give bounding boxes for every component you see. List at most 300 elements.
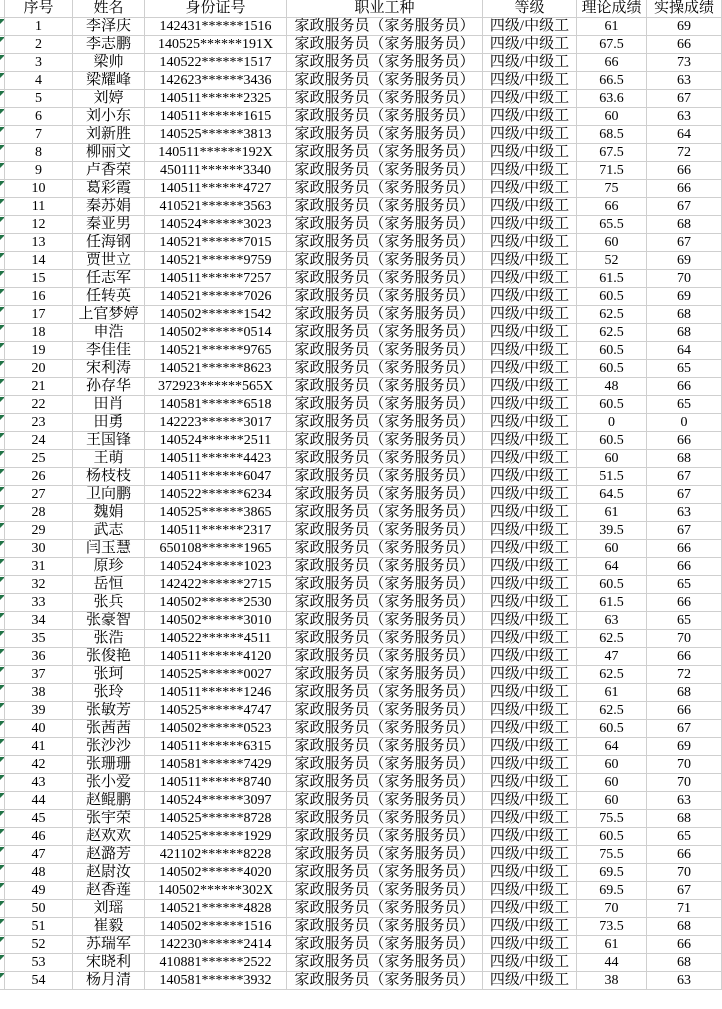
cell-no[interactable]: 36 [5, 648, 73, 666]
cell-theory[interactable]: 75.5 [577, 810, 647, 828]
cell-job[interactable]: 家政服务员（家务服务员） [287, 738, 483, 756]
cell-no[interactable]: 44 [5, 792, 73, 810]
cell-practical[interactable]: 66 [647, 540, 722, 558]
cell-no[interactable]: 47 [5, 846, 73, 864]
cell-level[interactable]: 四级/中级工 [483, 486, 577, 504]
cell-no[interactable]: 27 [5, 486, 73, 504]
cell-practical[interactable]: 68 [647, 216, 722, 234]
cell-level[interactable]: 四级/中级工 [483, 252, 577, 270]
cell-job[interactable]: 家政服务员（家务服务员） [287, 954, 483, 972]
cell-name[interactable]: 张俊艳 [73, 648, 145, 666]
cell-practical[interactable]: 68 [647, 954, 722, 972]
cell-no[interactable]: 54 [5, 972, 73, 990]
cell-name[interactable]: 孙存华 [73, 378, 145, 396]
cell-practical[interactable]: 68 [647, 810, 722, 828]
cell-level[interactable]: 四级/中级工 [483, 936, 577, 954]
cell-job[interactable]: 家政服务员（家务服务员） [287, 126, 483, 144]
cell-id[interactable]: 140502******1516 [145, 918, 287, 936]
cell-practical[interactable]: 65 [647, 576, 722, 594]
cell-no[interactable]: 45 [5, 810, 73, 828]
cell-practical[interactable]: 68 [647, 450, 722, 468]
cell-no[interactable]: 10 [5, 180, 73, 198]
cell-name[interactable]: 李佳佳 [73, 342, 145, 360]
cell-practical[interactable]: 70 [647, 756, 722, 774]
cell-name[interactable]: 刘瑶 [73, 900, 145, 918]
cell-job[interactable]: 家政服务员（家务服务员） [287, 162, 483, 180]
cell-id[interactable]: 140522******4511 [145, 630, 287, 648]
cell-level[interactable]: 四级/中级工 [483, 450, 577, 468]
cell-name[interactable]: 杨月清 [73, 972, 145, 990]
cell-name[interactable]: 任志军 [73, 270, 145, 288]
cell-name[interactable]: 梁帅 [73, 54, 145, 72]
cell-level[interactable]: 四级/中级工 [483, 126, 577, 144]
cell-practical[interactable]: 70 [647, 630, 722, 648]
cell-practical[interactable]: 65 [647, 828, 722, 846]
cell-theory[interactable]: 75 [577, 180, 647, 198]
cell-level[interactable]: 四级/中级工 [483, 846, 577, 864]
cell-level[interactable]: 四级/中级工 [483, 864, 577, 882]
cell-level[interactable]: 四级/中级工 [483, 774, 577, 792]
cell-no[interactable]: 23 [5, 414, 73, 432]
cell-name[interactable]: 赵欢欢 [73, 828, 145, 846]
cell-name[interactable]: 王萌 [73, 450, 145, 468]
cell-theory[interactable]: 69.5 [577, 864, 647, 882]
cell-theory[interactable]: 67.5 [577, 36, 647, 54]
cell-id[interactable]: 410521******3563 [145, 198, 287, 216]
header-cell-no[interactable]: 序号 [5, 0, 73, 18]
cell-practical[interactable]: 66 [647, 846, 722, 864]
cell-name[interactable]: 赵潞芳 [73, 846, 145, 864]
cell-name[interactable]: 卫向鹏 [73, 486, 145, 504]
cell-level[interactable]: 四级/中级工 [483, 954, 577, 972]
cell-theory[interactable]: 60 [577, 774, 647, 792]
cell-level[interactable]: 四级/中级工 [483, 54, 577, 72]
cell-job[interactable]: 家政服务员（家务服务员） [287, 666, 483, 684]
cell-practical[interactable]: 66 [647, 936, 722, 954]
cell-level[interactable]: 四级/中级工 [483, 342, 577, 360]
cell-job[interactable]: 家政服务员（家务服务员） [287, 864, 483, 882]
cell-id[interactable]: 372923******565X [145, 378, 287, 396]
cell-theory[interactable]: 60 [577, 108, 647, 126]
cell-practical[interactable]: 68 [647, 918, 722, 936]
cell-id[interactable]: 140522******1517 [145, 54, 287, 72]
cell-practical[interactable]: 67 [647, 720, 722, 738]
cell-practical[interactable]: 73 [647, 54, 722, 72]
cell-level[interactable]: 四级/中级工 [483, 288, 577, 306]
cell-id[interactable]: 140511******4120 [145, 648, 287, 666]
cell-level[interactable]: 四级/中级工 [483, 378, 577, 396]
cell-id[interactable]: 140525******3865 [145, 504, 287, 522]
cell-job[interactable]: 家政服务员（家务服务员） [287, 774, 483, 792]
cell-theory[interactable]: 61 [577, 504, 647, 522]
cell-no[interactable]: 19 [5, 342, 73, 360]
cell-id[interactable]: 140581******7429 [145, 756, 287, 774]
cell-practical[interactable]: 66 [647, 162, 722, 180]
cell-id[interactable]: 140525******1929 [145, 828, 287, 846]
cell-theory[interactable]: 60.5 [577, 360, 647, 378]
cell-job[interactable]: 家政服务员（家务服务员） [287, 594, 483, 612]
cell-level[interactable]: 四级/中级工 [483, 432, 577, 450]
cell-level[interactable]: 四级/中级工 [483, 198, 577, 216]
cell-no[interactable]: 30 [5, 540, 73, 558]
cell-level[interactable]: 四级/中级工 [483, 522, 577, 540]
cell-job[interactable]: 家政服务员（家务服务员） [287, 72, 483, 90]
cell-theory[interactable]: 69.5 [577, 882, 647, 900]
cell-no[interactable]: 25 [5, 450, 73, 468]
cell-theory[interactable]: 60.5 [577, 720, 647, 738]
cell-id[interactable]: 140511******2317 [145, 522, 287, 540]
cell-no[interactable]: 42 [5, 756, 73, 774]
cell-job[interactable]: 家政服务员（家务服务员） [287, 792, 483, 810]
cell-no[interactable]: 2 [5, 36, 73, 54]
cell-practical[interactable]: 65 [647, 612, 722, 630]
cell-name[interactable]: 李志鹏 [73, 36, 145, 54]
cell-level[interactable]: 四级/中级工 [483, 882, 577, 900]
cell-id[interactable]: 140502******302X [145, 882, 287, 900]
cell-level[interactable]: 四级/中级工 [483, 918, 577, 936]
cell-no[interactable]: 51 [5, 918, 73, 936]
cell-name[interactable]: 申浩 [73, 324, 145, 342]
cell-theory[interactable]: 63 [577, 612, 647, 630]
cell-practical[interactable]: 64 [647, 342, 722, 360]
cell-id[interactable]: 450111******3340 [145, 162, 287, 180]
cell-level[interactable]: 四级/中级工 [483, 468, 577, 486]
cell-theory[interactable]: 60.5 [577, 288, 647, 306]
cell-id[interactable]: 140525******4747 [145, 702, 287, 720]
cell-name[interactable]: 刘新胜 [73, 126, 145, 144]
cell-id[interactable]: 140521******7026 [145, 288, 287, 306]
cell-level[interactable]: 四级/中级工 [483, 234, 577, 252]
cell-practical[interactable]: 65 [647, 360, 722, 378]
cell-level[interactable]: 四级/中级工 [483, 504, 577, 522]
cell-id[interactable]: 140511******7257 [145, 270, 287, 288]
cell-no[interactable]: 52 [5, 936, 73, 954]
cell-no[interactable]: 35 [5, 630, 73, 648]
cell-no[interactable]: 24 [5, 432, 73, 450]
cell-theory[interactable]: 71.5 [577, 162, 647, 180]
cell-theory[interactable]: 62.5 [577, 666, 647, 684]
cell-theory[interactable]: 52 [577, 252, 647, 270]
cell-level[interactable]: 四级/中级工 [483, 180, 577, 198]
cell-no[interactable]: 28 [5, 504, 73, 522]
cell-practical[interactable]: 70 [647, 774, 722, 792]
cell-job[interactable]: 家政服务员（家务服务员） [287, 396, 483, 414]
cell-level[interactable]: 四级/中级工 [483, 306, 577, 324]
cell-no[interactable]: 14 [5, 252, 73, 270]
cell-theory[interactable]: 60 [577, 450, 647, 468]
cell-name[interactable]: 武志 [73, 522, 145, 540]
header-cell-theory[interactable]: 理论成绩 [577, 0, 647, 18]
cell-id[interactable]: 140502******2530 [145, 594, 287, 612]
cell-no[interactable]: 49 [5, 882, 73, 900]
cell-job[interactable]: 家政服务员（家务服务员） [287, 972, 483, 990]
cell-practical[interactable]: 66 [647, 180, 722, 198]
cell-no[interactable]: 33 [5, 594, 73, 612]
cell-id[interactable]: 140521******4828 [145, 900, 287, 918]
cell-level[interactable]: 四级/中级工 [483, 162, 577, 180]
cell-level[interactable]: 四级/中级工 [483, 540, 577, 558]
cell-no[interactable]: 18 [5, 324, 73, 342]
cell-practical[interactable]: 63 [647, 72, 722, 90]
cell-theory[interactable]: 64 [577, 738, 647, 756]
cell-name[interactable]: 闫玉慧 [73, 540, 145, 558]
cell-id[interactable]: 140502******3010 [145, 612, 287, 630]
cell-id[interactable]: 140511******1246 [145, 684, 287, 702]
cell-name[interactable]: 田勇 [73, 414, 145, 432]
cell-job[interactable]: 家政服务员（家务服务员） [287, 504, 483, 522]
cell-id[interactable]: 140511******6315 [145, 738, 287, 756]
cell-level[interactable]: 四级/中级工 [483, 18, 577, 36]
cell-practical[interactable]: 67 [647, 234, 722, 252]
cell-name[interactable]: 张珊珊 [73, 756, 145, 774]
cell-level[interactable]: 四级/中级工 [483, 702, 577, 720]
cell-id[interactable]: 140521******9759 [145, 252, 287, 270]
cell-practical[interactable]: 63 [647, 108, 722, 126]
cell-no[interactable]: 1 [5, 18, 73, 36]
cell-theory[interactable]: 60.5 [577, 396, 647, 414]
cell-practical[interactable]: 67 [647, 486, 722, 504]
cell-name[interactable]: 田肖 [73, 396, 145, 414]
cell-id[interactable]: 140524******2511 [145, 432, 287, 450]
cell-no[interactable]: 7 [5, 126, 73, 144]
cell-no[interactable]: 43 [5, 774, 73, 792]
cell-level[interactable]: 四级/中级工 [483, 414, 577, 432]
cell-name[interactable]: 刘小东 [73, 108, 145, 126]
cell-no[interactable]: 50 [5, 900, 73, 918]
header-cell-practical[interactable]: 实操成绩 [647, 0, 722, 18]
cell-job[interactable]: 家政服务员（家务服务员） [287, 648, 483, 666]
cell-name[interactable]: 张兵 [73, 594, 145, 612]
cell-job[interactable]: 家政服务员（家务服务员） [287, 360, 483, 378]
cell-theory[interactable]: 62.5 [577, 306, 647, 324]
header-cell-name[interactable]: 姓名 [73, 0, 145, 18]
cell-theory[interactable]: 66 [577, 54, 647, 72]
cell-name[interactable]: 贾世立 [73, 252, 145, 270]
cell-job[interactable]: 家政服务员（家务服务员） [287, 846, 483, 864]
cell-practical[interactable]: 72 [647, 666, 722, 684]
cell-no[interactable]: 11 [5, 198, 73, 216]
cell-practical[interactable]: 0 [647, 414, 722, 432]
cell-job[interactable]: 家政服务员（家务服务员） [287, 684, 483, 702]
cell-level[interactable]: 四级/中级工 [483, 900, 577, 918]
cell-level[interactable]: 四级/中级工 [483, 720, 577, 738]
cell-level[interactable]: 四级/中级工 [483, 594, 577, 612]
cell-name[interactable]: 张玲 [73, 684, 145, 702]
cell-level[interactable]: 四级/中级工 [483, 324, 577, 342]
cell-name[interactable]: 魏娟 [73, 504, 145, 522]
cell-job[interactable]: 家政服务员（家务服务员） [287, 810, 483, 828]
cell-level[interactable]: 四级/中级工 [483, 666, 577, 684]
cell-theory[interactable]: 60 [577, 756, 647, 774]
cell-practical[interactable]: 67 [647, 882, 722, 900]
cell-id[interactable]: 140511******2325 [145, 90, 287, 108]
cell-practical[interactable]: 69 [647, 18, 722, 36]
cell-job[interactable]: 家政服务员（家务服务员） [287, 702, 483, 720]
cell-id[interactable]: 142223******3017 [145, 414, 287, 432]
cell-job[interactable]: 家政服务员（家务服务员） [287, 198, 483, 216]
cell-id[interactable]: 142431******1516 [145, 18, 287, 36]
cell-practical[interactable]: 67 [647, 522, 722, 540]
cell-theory[interactable]: 65.5 [577, 216, 647, 234]
cell-practical[interactable]: 63 [647, 972, 722, 990]
cell-name[interactable]: 赵香莲 [73, 882, 145, 900]
cell-job[interactable]: 家政服务员（家务服务员） [287, 720, 483, 738]
cell-job[interactable]: 家政服务员（家务服务员） [287, 144, 483, 162]
cell-level[interactable]: 四级/中级工 [483, 108, 577, 126]
cell-no[interactable]: 17 [5, 306, 73, 324]
cell-level[interactable]: 四级/中级工 [483, 576, 577, 594]
cell-level[interactable]: 四级/中级工 [483, 36, 577, 54]
cell-name[interactable]: 卢香荣 [73, 162, 145, 180]
cell-theory[interactable]: 61 [577, 18, 647, 36]
cell-practical[interactable]: 69 [647, 738, 722, 756]
cell-theory[interactable]: 68.5 [577, 126, 647, 144]
cell-level[interactable]: 四级/中级工 [483, 216, 577, 234]
cell-no[interactable]: 3 [5, 54, 73, 72]
cell-level[interactable]: 四级/中级工 [483, 738, 577, 756]
cell-name[interactable]: 宋利涛 [73, 360, 145, 378]
cell-practical[interactable]: 66 [647, 702, 722, 720]
cell-job[interactable]: 家政服务员（家务服务员） [287, 756, 483, 774]
cell-practical[interactable]: 66 [647, 378, 722, 396]
cell-job[interactable]: 家政服务员（家务服务员） [287, 180, 483, 198]
cell-theory[interactable]: 60.5 [577, 576, 647, 594]
cell-theory[interactable]: 62.5 [577, 630, 647, 648]
cell-id[interactable]: 140521******8623 [145, 360, 287, 378]
cell-id[interactable]: 140502******0514 [145, 324, 287, 342]
cell-name[interactable]: 原珍 [73, 558, 145, 576]
cell-job[interactable]: 家政服务员（家务服务员） [287, 936, 483, 954]
cell-no[interactable]: 20 [5, 360, 73, 378]
cell-no[interactable]: 38 [5, 684, 73, 702]
cell-id[interactable]: 140511******6047 [145, 468, 287, 486]
cell-name[interactable]: 葛彩霞 [73, 180, 145, 198]
cell-name[interactable]: 张豪智 [73, 612, 145, 630]
cell-id[interactable]: 140511******1615 [145, 108, 287, 126]
cell-no[interactable]: 6 [5, 108, 73, 126]
cell-job[interactable]: 家政服务员（家务服务员） [287, 828, 483, 846]
cell-job[interactable]: 家政服务员（家务服务员） [287, 450, 483, 468]
cell-name[interactable]: 柳丽文 [73, 144, 145, 162]
cell-id[interactable]: 140525******0027 [145, 666, 287, 684]
cell-name[interactable]: 任转英 [73, 288, 145, 306]
cell-theory[interactable]: 66 [577, 198, 647, 216]
cell-id[interactable]: 140511******4423 [145, 450, 287, 468]
cell-theory[interactable]: 62.5 [577, 324, 647, 342]
cell-level[interactable]: 四级/中级工 [483, 396, 577, 414]
cell-id[interactable]: 140524******3097 [145, 792, 287, 810]
cell-no[interactable]: 5 [5, 90, 73, 108]
cell-name[interactable]: 杨枝枝 [73, 468, 145, 486]
cell-id[interactable]: 410881******2522 [145, 954, 287, 972]
cell-job[interactable]: 家政服务员（家务服务员） [287, 36, 483, 54]
cell-practical[interactable]: 69 [647, 288, 722, 306]
cell-practical[interactable]: 70 [647, 864, 722, 882]
cell-job[interactable]: 家政服务员（家务服务员） [287, 900, 483, 918]
cell-theory[interactable]: 63.6 [577, 90, 647, 108]
cell-job[interactable]: 家政服务员（家务服务员） [287, 216, 483, 234]
cell-practical[interactable]: 68 [647, 324, 722, 342]
cell-theory[interactable]: 66.5 [577, 72, 647, 90]
cell-id[interactable]: 140521******9765 [145, 342, 287, 360]
cell-id[interactable]: 140502******0523 [145, 720, 287, 738]
cell-job[interactable]: 家政服务员（家务服务员） [287, 18, 483, 36]
cell-job[interactable]: 家政服务员（家务服务员） [287, 108, 483, 126]
cell-no[interactable]: 15 [5, 270, 73, 288]
cell-practical[interactable]: 68 [647, 306, 722, 324]
cell-job[interactable]: 家政服务员（家务服务员） [287, 288, 483, 306]
cell-no[interactable]: 37 [5, 666, 73, 684]
cell-no[interactable]: 4 [5, 72, 73, 90]
cell-no[interactable]: 26 [5, 468, 73, 486]
cell-name[interactable]: 张浩 [73, 630, 145, 648]
cell-job[interactable]: 家政服务员（家务服务员） [287, 576, 483, 594]
cell-practical[interactable]: 72 [647, 144, 722, 162]
cell-job[interactable]: 家政服务员（家务服务员） [287, 90, 483, 108]
cell-theory[interactable]: 39.5 [577, 522, 647, 540]
cell-level[interactable]: 四级/中级工 [483, 360, 577, 378]
cell-job[interactable]: 家政服务员（家务服务员） [287, 324, 483, 342]
cell-no[interactable]: 31 [5, 558, 73, 576]
cell-level[interactable]: 四级/中级工 [483, 144, 577, 162]
cell-practical[interactable]: 66 [647, 36, 722, 54]
cell-name[interactable]: 王国锋 [73, 432, 145, 450]
cell-id[interactable]: 140511******4727 [145, 180, 287, 198]
cell-name[interactable]: 刘婷 [73, 90, 145, 108]
cell-name[interactable]: 赵鲲鹏 [73, 792, 145, 810]
cell-theory[interactable]: 61 [577, 936, 647, 954]
cell-practical[interactable]: 67 [647, 198, 722, 216]
cell-no[interactable]: 13 [5, 234, 73, 252]
cell-name[interactable]: 张沙沙 [73, 738, 145, 756]
cell-level[interactable]: 四级/中级工 [483, 90, 577, 108]
cell-theory[interactable]: 70 [577, 900, 647, 918]
cell-no[interactable]: 40 [5, 720, 73, 738]
cell-level[interactable]: 四级/中级工 [483, 612, 577, 630]
cell-practical[interactable]: 63 [647, 792, 722, 810]
cell-job[interactable]: 家政服务员（家务服务员） [287, 486, 483, 504]
cell-id[interactable]: 140525******3813 [145, 126, 287, 144]
cell-id[interactable]: 140522******6234 [145, 486, 287, 504]
cell-theory[interactable]: 62.5 [577, 702, 647, 720]
cell-practical[interactable]: 65 [647, 396, 722, 414]
cell-theory[interactable]: 48 [577, 378, 647, 396]
cell-level[interactable]: 四级/中级工 [483, 828, 577, 846]
cell-id[interactable]: 140511******8740 [145, 774, 287, 792]
cell-no[interactable]: 53 [5, 954, 73, 972]
cell-name[interactable]: 任海钢 [73, 234, 145, 252]
cell-theory[interactable]: 61.5 [577, 594, 647, 612]
cell-theory[interactable]: 47 [577, 648, 647, 666]
cell-name[interactable]: 上官梦婷 [73, 306, 145, 324]
cell-id[interactable]: 140524******1023 [145, 558, 287, 576]
cell-id[interactable]: 650108******1965 [145, 540, 287, 558]
cell-id[interactable]: 140511******192X [145, 144, 287, 162]
cell-level[interactable]: 四级/中级工 [483, 792, 577, 810]
cell-no[interactable]: 9 [5, 162, 73, 180]
cell-no[interactable]: 21 [5, 378, 73, 396]
cell-id[interactable]: 142422******2715 [145, 576, 287, 594]
cell-theory[interactable]: 44 [577, 954, 647, 972]
cell-level[interactable]: 四级/中级工 [483, 810, 577, 828]
cell-theory[interactable]: 60.5 [577, 432, 647, 450]
cell-theory[interactable]: 60 [577, 792, 647, 810]
cell-no[interactable]: 12 [5, 216, 73, 234]
cell-practical[interactable]: 66 [647, 594, 722, 612]
cell-id[interactable]: 140521******7015 [145, 234, 287, 252]
cell-practical[interactable]: 68 [647, 684, 722, 702]
cell-level[interactable]: 四级/中级工 [483, 972, 577, 990]
